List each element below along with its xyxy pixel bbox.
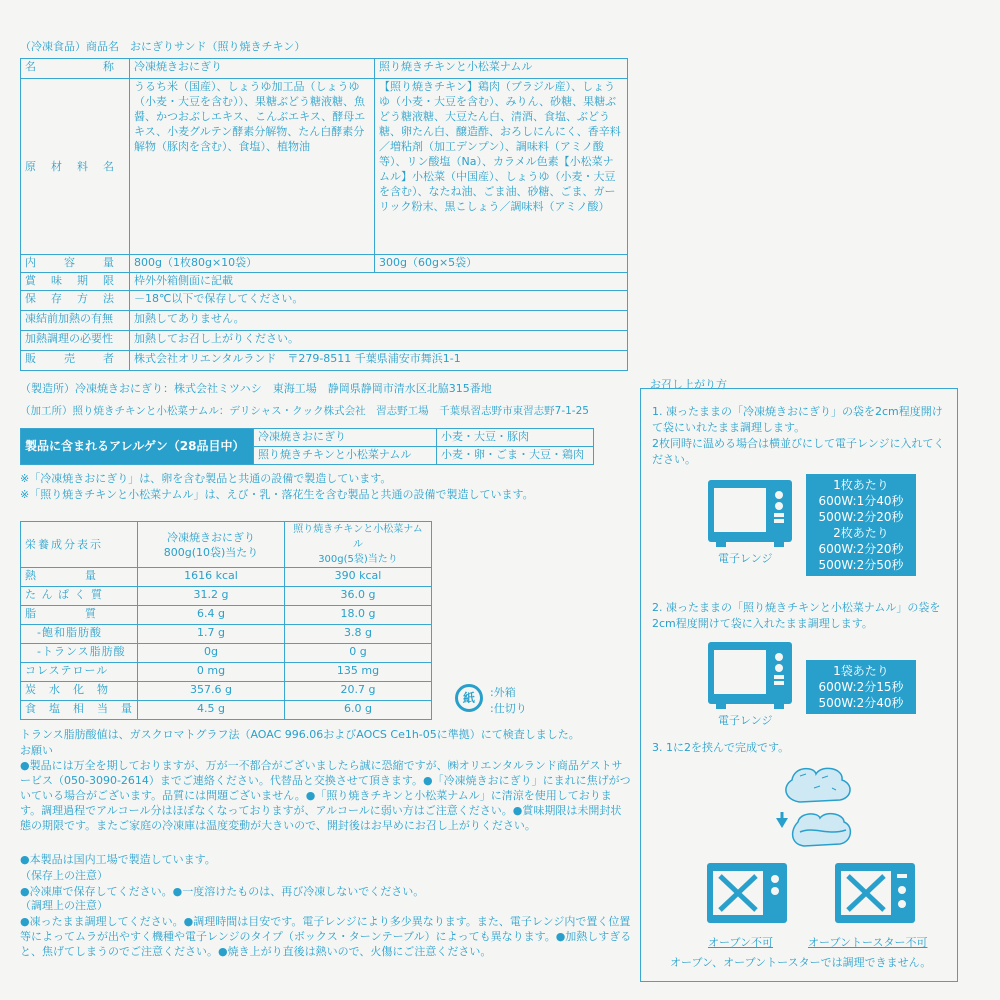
nutrition-value-a: 0g — [138, 644, 285, 663]
product-heading: （冷凍食品）商品名 おにぎりサンド（照り焼きチキン） — [20, 40, 306, 53]
request-title: お願い — [20, 744, 53, 757]
seller-label: 販 売 者 — [21, 351, 130, 371]
name-label: 名 称 — [21, 59, 130, 79]
nutrition-label: 炭 水 化 物 — [21, 682, 138, 701]
recycle-label-1: :外箱 — [490, 686, 516, 699]
nutrition-label: 脂 質 — [21, 606, 138, 625]
nutrition-value-b: 0 g — [285, 644, 432, 663]
allergen-header: 製品に含まれるアレルゲン（28品目中） — [21, 429, 254, 465]
maker-1: （製造所）冷凍焼きおにぎり：株式会社ミツハシ 東海工場 静岡県静岡市清水区北脇315番地 — [20, 382, 492, 395]
domestic-note: ●本製品は国内工場で製造しています。 — [20, 853, 216, 866]
cooking-label: 加熱調理の必要性 — [21, 331, 130, 351]
microwave-label-2: 電子レンジ — [718, 714, 773, 727]
allergen-value-a: 小麦・大豆・豚肉 — [437, 429, 594, 447]
content-b: 300g（60g×5袋） — [375, 255, 628, 273]
oven-label: オーブン不可 — [708, 936, 774, 949]
allergen-table — [20, 428, 594, 465]
nutrition-value-b: 18.0 g — [285, 606, 432, 625]
nutrition-label: -トランス脂肪酸 — [21, 644, 138, 663]
preheat-label: 凍結前加熱の有無 — [21, 311, 130, 331]
microwave-icon — [708, 480, 792, 542]
toaster-label: オーブントースター不可 — [808, 936, 928, 949]
allergen-note-1: ※「冷凍焼きおにぎり」は、卵を含む製品と共通の設備で製造しています。 — [20, 472, 392, 485]
content-label: 内 容 量 — [21, 255, 130, 273]
ingredients-b: 【照り焼きチキン】鶏肉（ブラジル産）、しょうゆ（小麦・大豆を含む）、みりん、砂糖、果糖ぶどう糖液糖、大豆たん白、清酒、食塩、ぶどう糖、卵たん白、醸造酢、おろしにんにく、香辛料／増粘剤（加工デンプン）、調味料（アミノ酸等）、リン酸塩（Na）、カラメル色素【小松菜ナムル】小松菜（中国産）、しょうゆ（小麦・大豆を含む）、なたね油、ごま油、砂糖、ごま、ガーリック粉末、黒こしょう／調味料（アミノ酸） — [375, 79, 628, 255]
nutrition-value-a: 4.5 g — [138, 701, 285, 720]
nutrition-label: 食 塩 相 当 量 — [21, 701, 138, 720]
cooking-body: ●凍ったまま調理してください。●調理時間は目安です。電子レンジにより多少異なります。また、電子レンジ内で置く位置等によってムラが出やすく機種や電子レンジのタイプ（ボックス・ターンテーブル）によっても異なります。●加熱しすぎると、焦げてしまうのでご注意ください。●焼き上がり直後は熱いので、火傷にご注意ください。 — [20, 915, 632, 958]
recycle-label-2: :仕切り — [490, 702, 527, 715]
nutrition-table — [20, 521, 432, 720]
onigiri-sandwich-icon — [770, 762, 870, 854]
nutrition-value-b: 3.8 g — [285, 625, 432, 644]
step1-time-box: 1枚あたり 600W:1分40秒 500W:2分20秒 2枚あたり 600W:2分20秒 500W:2分50秒 — [806, 474, 916, 576]
nutrition-row — [21, 587, 432, 606]
nutrition-row — [21, 644, 432, 663]
nutrition-label: 熱 量 — [21, 568, 138, 587]
nutrition-value-b: 135 mg — [285, 663, 432, 682]
allergen-note-2: ※「照り焼きチキンと小松菜ナムル」は、えび・乳・落花生を含む製品と共通の設備で製造しています。 — [20, 488, 534, 501]
seller-value: 株式会社オリエンタルランド 〒279-8511 千葉県浦安市舞浜1-1 — [130, 351, 628, 371]
prep-step-2: 2. 凍ったままの「照り焼きチキンと小松菜ナムル」の袋を2cm程度開けて袋に入れたまま調理します。 — [652, 601, 941, 630]
content-a: 800g（1枚80g×10袋） — [130, 255, 375, 273]
storage-body: ●冷凍庫で保存してください。●一度溶けたものは、再び冷凍しないでください。 — [20, 885, 425, 898]
nutrition-row — [21, 625, 432, 644]
maker-2: （加工所）照り焼きチキンと小松菜ナムル：デリシャス・クック株式会社 習志野工場 千葉県習志野市東習志野7-1-25 — [20, 405, 589, 417]
nutrition-value-b: 6.0 g — [285, 701, 432, 720]
oven-no-icon — [706, 862, 788, 928]
nutrition-value-a: 1616 kcal — [138, 568, 285, 587]
nutrition-label: コレステロール — [21, 663, 138, 682]
name-b: 照り焼きチキンと小松菜ナムル — [375, 59, 628, 79]
allergen-value-b: 小麦・卵・ごま・大豆・鶏肉 — [437, 447, 594, 465]
nutrition-value-a: 357.6 g — [138, 682, 285, 701]
toaster-no-icon — [834, 862, 916, 928]
ingredients-a: うるち米（国産）、しょうゆ加工品（しょうゆ（小麦・大豆を含む））、果糖ぶどう糖液糖、魚醤、かつおぶしエキス、こんぶエキス、酵母エキス、小麦グルテン酵素分解物、たん白酵素分解物（豚肉を含む）、食塩）、植物油 — [130, 79, 375, 255]
nutrition-header: 栄養成分表示 — [21, 522, 138, 568]
cooking-value: 加熱してお召し上がりください。 — [130, 331, 628, 351]
microwave-label-1: 電子レンジ — [718, 552, 773, 565]
nutrition-col-b: 照り焼きチキンと小松菜ナムル 300g(5袋)当たり — [285, 522, 432, 568]
prep-step-1: 1. 凍ったままの「冷凍焼きおにぎり」の袋を2cm程度開けて袋にいれたまま調理します。 2枚同時に温める場合は横並びにして電子レンジに入れてください。 — [652, 405, 945, 466]
nutrition-row — [21, 682, 432, 701]
preheat-value: 加熱してありません。 — [130, 311, 628, 331]
nutrition-row — [21, 568, 432, 587]
nutrition-value-b: 20.7 g — [285, 682, 432, 701]
prep-title: お召し上がり方 — [650, 378, 727, 391]
nutrition-value-a: 0 mg — [138, 663, 285, 682]
nutrition-value-b: 36.0 g — [285, 587, 432, 606]
prep-footer: オーブン、オーブントースターでは調理できません。 — [670, 956, 932, 969]
storage-value: －18℃以下で保存してください。 — [130, 291, 628, 311]
nutrition-value-b: 390 kcal — [285, 568, 432, 587]
storage-title: （保存上の注意） — [20, 869, 108, 882]
allergen-item-a: 冷凍焼きおにぎり — [254, 429, 437, 447]
expiry-value: 枠外外箱側面に記載 — [130, 273, 628, 291]
expiry-label: 賞 味 期 限 — [21, 273, 130, 291]
nutrition-row — [21, 606, 432, 625]
nutrition-value-a: 31.2 g — [138, 587, 285, 606]
allergen-item-b: 照り焼きチキンと小松菜ナムル — [254, 447, 437, 465]
ingredients-label: 原 材 料 名 — [21, 79, 130, 255]
trans-fat-note: トランス脂肪酸値は、ガスクロマトグラフ法（AOAC 996.06およびAOCS Ce1h-05に準拠）にて検査しました。 — [20, 728, 580, 741]
microwave-icon-2 — [708, 642, 792, 704]
nutrition-value-a: 1.7 g — [138, 625, 285, 644]
nutrition-label: た ん ぱ く 質 — [21, 587, 138, 606]
product-table — [20, 58, 628, 371]
prep-step-3: 3. 1に2を挟んで完成です。 — [652, 741, 790, 754]
cooking-title: （調理上の注意） — [20, 899, 108, 912]
name-a: 冷凍焼きおにぎり — [130, 59, 375, 79]
nutrition-value-a: 6.4 g — [138, 606, 285, 625]
step2-time-box: 1袋あたり 600W:2分15秒 500W:2分40秒 — [806, 660, 916, 714]
request-body: ●製品には万全を期しておりますが、万が一不都合がございましたら誠に恐縮ですが、㈱オリエンタルランド商品ゲストサービス（050-3090-2614）までご連絡ください。代替品と交換させて頂きます。●「冷凍焼きおにぎり」にまれに焦げがついている場合がございます。品質には問題ございません。●「照り焼きチキンと小松菜ナムル」に清涼を使用しております。調理過程でアルコール分はほぼなくなっておりますが、アルコールに弱い方はご注意ください。●賞味期限は未開封状態の期限です。またご家庭の冷凍庫は温度変動が大きいので、開封後はお早めにお召し上がりください。 — [20, 759, 631, 832]
nutrition-label: -飽和脂肪酸 — [21, 625, 138, 644]
storage-label: 保 存 方 法 — [21, 291, 130, 311]
nutrition-row — [21, 663, 432, 682]
nutrition-col-a: 冷凍焼きおにぎり 800g(10袋)当たり — [138, 522, 285, 568]
paper-recycle-icon: 紙 — [455, 684, 483, 712]
nutrition-row — [21, 701, 432, 720]
